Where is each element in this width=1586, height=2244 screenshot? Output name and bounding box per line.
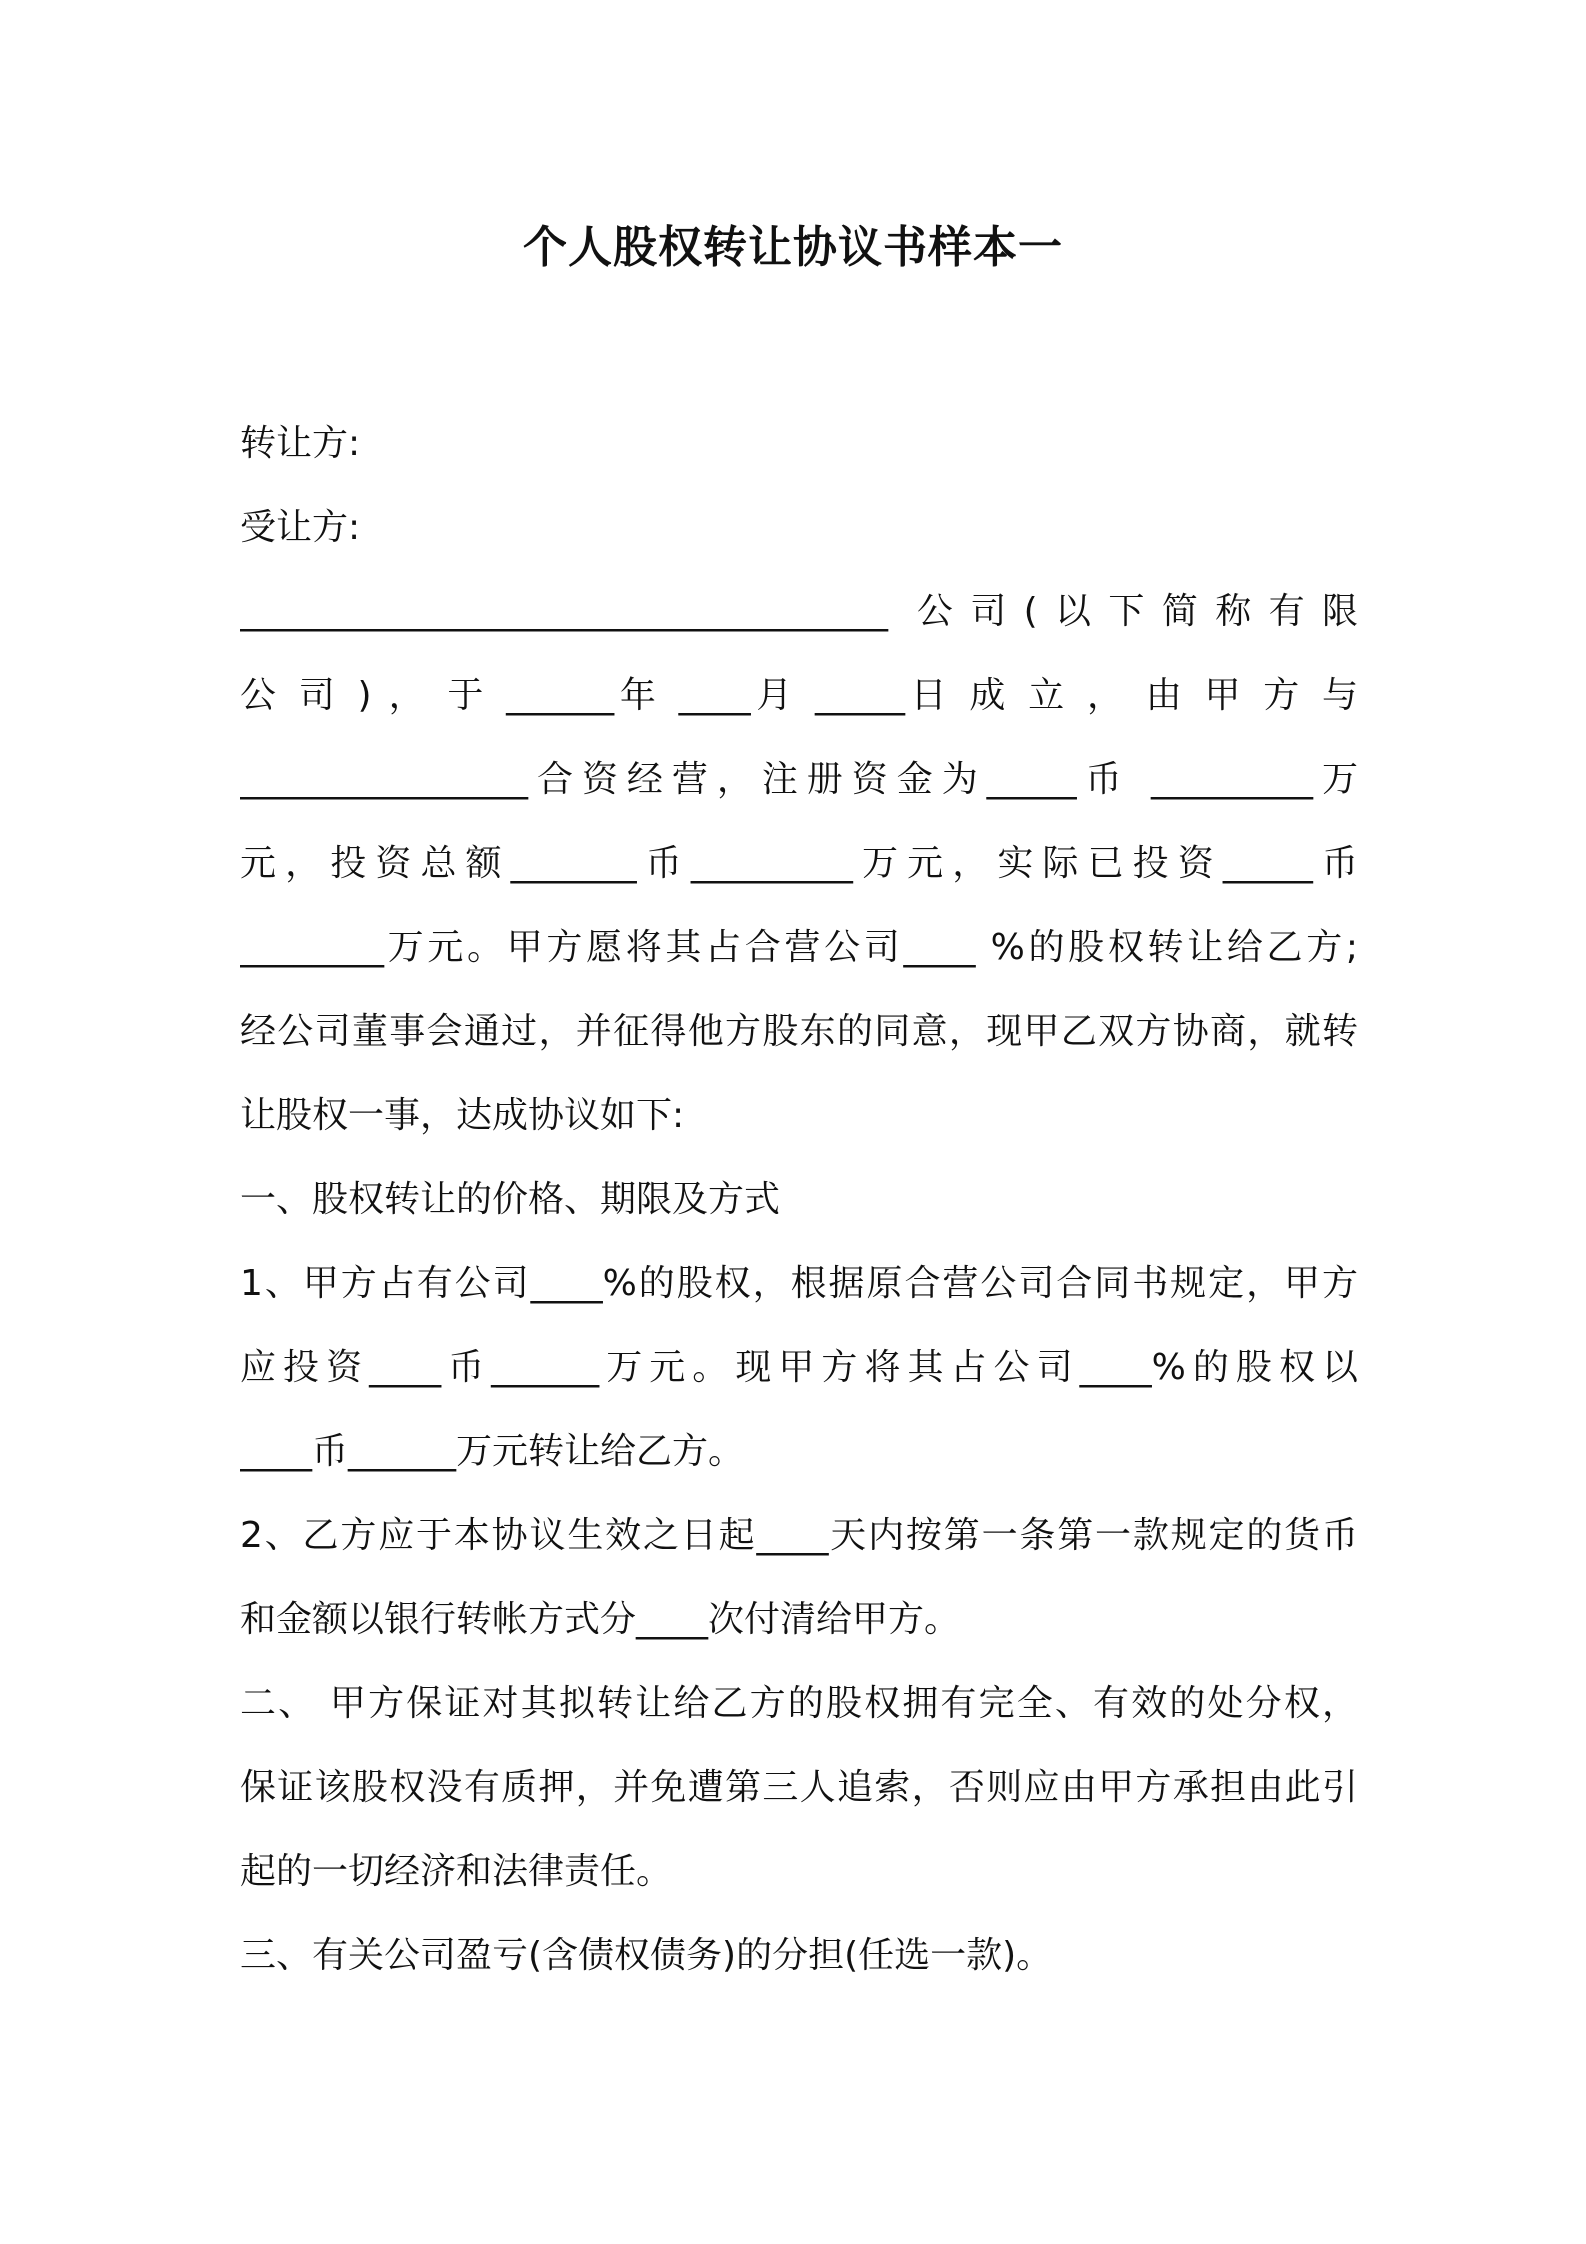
body-line: 元，投资总额_______币_________万元，实际已投资_____币: [240, 843, 1358, 884]
section-heading-2: 二、 甲方保证对其拟转让给乙方的股权拥有完全、有效的处分权，: [240, 1683, 1358, 1724]
transferee-label: 受让方:: [240, 507, 361, 548]
body-line: 公 司 ) ， 于 ______年 ____月 _____日 成 立 ， 由 甲 方 与: [240, 675, 1358, 716]
body-line: ________________合资经营，注册资金为_____币 _________万: [240, 759, 1358, 800]
section-heading-3: 三、有关公司盈亏(含债权债务)的分担(任选一款)。: [240, 1935, 1053, 1976]
document-body: [240, 402, 1358, 1998]
body-line: 和金额以银行转帐方式分____次付清给甲方。: [240, 1599, 961, 1640]
body-line: 保证该股权没有质押，并免遭第三人追索，否则应由甲方承担由此引: [240, 1767, 1358, 1808]
body-line: 经公司董事会通过，并征得他方股东的同意，现甲乙双方协商，就转: [240, 1011, 1358, 1052]
section-heading-1: 一、股权转让的价格、期限及方式: [240, 1179, 781, 1220]
body-line: ____币______万元转让给乙方。: [240, 1431, 745, 1472]
body-line: ____________________________________ 公司(以下简称有限: [240, 591, 1358, 632]
transferor-label: 转让方:: [240, 423, 361, 464]
body-line: 应投资____币______万元。现甲方将其占公司____%的股权以: [240, 1347, 1358, 1388]
clause-1-2: 2、乙方应于本协议生效之日起____天内按第一条第一款规定的货币: [240, 1515, 1358, 1556]
clause-1-1: 1、甲方占有公司____%的股权，根据原合营公司合同书规定，甲方: [240, 1263, 1358, 1304]
body-line: 起的一切经济和法律责任。: [240, 1851, 673, 1892]
document-title: 个人股权转让协议书样本一: [523, 222, 1063, 273]
body-line: 让股权一事，达成协议如下:: [240, 1095, 685, 1136]
body-line: ________万元。甲方愿将其占合营公司____ %的股权转让给乙方;: [240, 927, 1358, 968]
